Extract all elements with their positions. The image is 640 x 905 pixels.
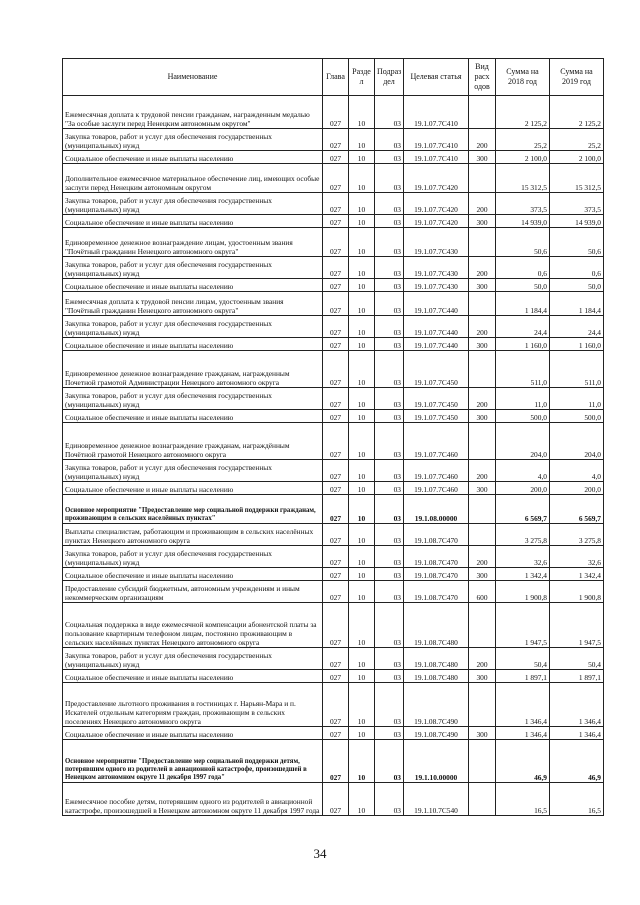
row-podrazdel-cell: 03 — [375, 96, 404, 129]
row-vid-cell: 200 — [469, 388, 496, 410]
row-name-cell: Социальное обеспечение и иные выплаты населению — [63, 410, 323, 423]
row-podrazdel-cell: 03 — [375, 338, 404, 351]
row-glava-cell: 027 — [323, 546, 349, 568]
table-row — [63, 279, 604, 292]
row-glava-cell: 027 — [323, 193, 349, 215]
row-name-cell: Единовременное денежное вознаграждение лицам, удостоенным звания "Почётный гражданин Ненецкого автономного округа" — [63, 228, 323, 257]
header-podrazdel: Подраз дел — [375, 59, 404, 96]
row-razdel-cell: 10 — [349, 524, 375, 546]
row-razdel-cell: 10 — [349, 423, 375, 460]
row-sum-2018-cell: 2 125,2 — [496, 96, 550, 129]
row-razdel-cell: 10 — [349, 228, 375, 257]
table-row — [63, 410, 604, 423]
row-name-cell: Закупка товаров, работ и услуг для обеспечения государственных (муниципальных) нужд — [63, 316, 323, 338]
row-article-cell: 19.1.08.7С470 — [404, 568, 469, 581]
row-name-cell: Социальное обеспечение и иные выплаты населению — [63, 279, 323, 292]
row-glava-cell: 027 — [323, 727, 349, 740]
row-glava-cell: 027 — [323, 215, 349, 228]
row-sum-2019-cell: 32,6 — [550, 546, 604, 568]
row-name-cell: Ежемесячная доплата к трудовой пенсии лицам, удостоенным звания "Почётный гражданин Ненецкого автономного округа" — [63, 292, 323, 316]
row-glava-cell: 027 — [323, 164, 349, 193]
row-vid-cell: 200 — [469, 546, 496, 568]
row-podrazdel-cell: 03 — [375, 783, 404, 816]
row-vid-cell: 300 — [469, 279, 496, 292]
row-vid-cell: 300 — [469, 727, 496, 740]
row-sum-2019-cell: 11,0 — [550, 388, 604, 410]
row-podrazdel-cell: 03 — [375, 351, 404, 388]
row-sum-2018-cell: 1 160,0 — [496, 338, 550, 351]
row-glava-cell: 027 — [323, 96, 349, 129]
row-razdel-cell: 10 — [349, 740, 375, 783]
row-podrazdel-cell: 03 — [375, 568, 404, 581]
row-glava-cell: 027 — [323, 279, 349, 292]
row-name-cell: Ежемесячное пособие детям, потерявшим одного из родителей в авиационной катастрофе, произошедшей в Ненецком автономном округе 11 декабря 1997 года — [63, 783, 323, 816]
row-glava-cell: 027 — [323, 129, 349, 151]
row-sum-2018-cell: 373,5 — [496, 193, 550, 215]
row-sum-2019-cell: 0,6 — [550, 257, 604, 279]
row-glava-cell: 027 — [323, 568, 349, 581]
row-sum-2019-cell: 1 184,4 — [550, 292, 604, 316]
row-sum-2019-cell: 1 897,1 — [550, 670, 604, 683]
row-sum-2018-cell: 50,0 — [496, 279, 550, 292]
header-row — [63, 59, 604, 96]
table-row — [63, 683, 604, 727]
row-article-cell: 19.1.08.7С480 — [404, 670, 469, 683]
row-article-cell: 19.1.08.7С480 — [404, 648, 469, 670]
row-sum-2018-cell: 1 897,1 — [496, 670, 550, 683]
row-sum-2018-cell: 1 346,4 — [496, 727, 550, 740]
row-podrazdel-cell: 03 — [375, 151, 404, 164]
row-razdel-cell: 10 — [349, 783, 375, 816]
table-row — [63, 129, 604, 151]
table-row — [63, 670, 604, 683]
row-sum-2019-cell: 2 100,0 — [550, 151, 604, 164]
row-podrazdel-cell: 03 — [375, 279, 404, 292]
row-vid-cell: 200 — [469, 316, 496, 338]
row-sum-2018-cell: 1 346,4 — [496, 683, 550, 727]
row-vid-cell — [469, 683, 496, 727]
row-glava-cell: 027 — [323, 740, 349, 783]
row-podrazdel-cell: 03 — [375, 670, 404, 683]
row-glava-cell: 027 — [323, 388, 349, 410]
row-article-cell: 19.1.08.7С470 — [404, 546, 469, 568]
row-podrazdel-cell: 03 — [375, 164, 404, 193]
row-vid-cell — [469, 96, 496, 129]
row-razdel-cell: 10 — [349, 388, 375, 410]
row-vid-cell: 300 — [469, 482, 496, 495]
row-sum-2019-cell: 14 939,0 — [550, 215, 604, 228]
row-glava-cell: 027 — [323, 292, 349, 316]
row-name-cell: Закупка товаров, работ и услуг для обеспечения государственных (муниципальных) нужд — [63, 257, 323, 279]
row-glava-cell: 027 — [323, 482, 349, 495]
row-glava-cell: 027 — [323, 783, 349, 816]
table-row — [63, 727, 604, 740]
table-row — [63, 482, 604, 495]
row-glava-cell: 027 — [323, 670, 349, 683]
row-article-cell: 19.1.08.7С480 — [404, 603, 469, 648]
row-podrazdel-cell: 03 — [375, 482, 404, 495]
row-vid-cell — [469, 228, 496, 257]
row-razdel-cell: 10 — [349, 96, 375, 129]
header-vid: Вид расх одов — [469, 59, 496, 96]
row-vid-cell — [469, 292, 496, 316]
row-podrazdel-cell: 03 — [375, 740, 404, 783]
row-podrazdel-cell: 03 — [375, 257, 404, 279]
row-razdel-cell: 10 — [349, 164, 375, 193]
table-row — [63, 215, 604, 228]
row-sum-2019-cell: 1 900,8 — [550, 581, 604, 603]
budget-table — [62, 58, 604, 816]
row-name-cell: Единовременное денежное вознаграждение гражданам, награждённым Почётной грамотой Ненецкого автономного округа — [63, 423, 323, 460]
row-razdel-cell: 10 — [349, 568, 375, 581]
row-vid-cell — [469, 164, 496, 193]
row-article-cell: 19.1.07.7С460 — [404, 423, 469, 460]
row-razdel-cell: 10 — [349, 257, 375, 279]
row-sum-2018-cell: 15 312,5 — [496, 164, 550, 193]
row-article-cell: 19.1.08.7С490 — [404, 683, 469, 727]
row-name-cell: Социальное обеспечение и иные выплаты населению — [63, 727, 323, 740]
row-name-cell: Социальное обеспечение и иные выплаты населению — [63, 670, 323, 683]
row-razdel-cell: 10 — [349, 603, 375, 648]
row-glava-cell: 027 — [323, 410, 349, 423]
row-name-cell: Социальное обеспечение и иные выплаты населению — [63, 215, 323, 228]
row-razdel-cell: 10 — [349, 151, 375, 164]
row-article-cell: 19.1.07.7С440 — [404, 292, 469, 316]
row-sum-2018-cell: 1 184,4 — [496, 292, 550, 316]
table-row — [63, 423, 604, 460]
row-vid-cell: 200 — [469, 257, 496, 279]
row-razdel-cell: 10 — [349, 727, 375, 740]
row-sum-2018-cell: 1 947,5 — [496, 603, 550, 648]
row-sum-2018-cell: 11,0 — [496, 388, 550, 410]
row-razdel-cell: 10 — [349, 495, 375, 524]
row-vid-cell: 600 — [469, 581, 496, 603]
table-body — [63, 96, 604, 816]
row-vid-cell: 300 — [469, 338, 496, 351]
row-sum-2018-cell: 14 939,0 — [496, 215, 550, 228]
row-sum-2019-cell: 50,4 — [550, 648, 604, 670]
row-podrazdel-cell: 03 — [375, 460, 404, 482]
row-sum-2019-cell: 16,5 — [550, 783, 604, 816]
row-sum-2019-cell: 1 346,4 — [550, 683, 604, 727]
row-sum-2019-cell: 1 947,5 — [550, 603, 604, 648]
row-vid-cell: 300 — [469, 410, 496, 423]
row-sum-2019-cell: 200,0 — [550, 482, 604, 495]
row-sum-2018-cell: 511,0 — [496, 351, 550, 388]
header-sum-2018: Сумма на 2018 год — [496, 59, 550, 96]
row-razdel-cell: 10 — [349, 460, 375, 482]
row-sum-2018-cell: 24,4 — [496, 316, 550, 338]
header-name: Наименование — [63, 59, 323, 96]
row-name-cell: Социальное обеспечение и иные выплаты населению — [63, 151, 323, 164]
row-podrazdel-cell: 03 — [375, 410, 404, 423]
row-article-cell: 19.1.08.7С470 — [404, 581, 469, 603]
row-sum-2019-cell: 500,0 — [550, 410, 604, 423]
row-podrazdel-cell: 03 — [375, 581, 404, 603]
table-row — [63, 96, 604, 129]
row-article-cell: 19.1.07.7С450 — [404, 410, 469, 423]
row-razdel-cell: 10 — [349, 670, 375, 683]
row-vid-cell — [469, 423, 496, 460]
table-row — [63, 316, 604, 338]
row-podrazdel-cell: 03 — [375, 524, 404, 546]
row-name-cell: Закупка товаров, работ и услуг для обеспечения государственных (муниципальных) нужд — [63, 129, 323, 151]
row-vid-cell: 300 — [469, 670, 496, 683]
table-row — [63, 648, 604, 670]
row-vid-cell: 300 — [469, 215, 496, 228]
row-sum-2018-cell: 25,2 — [496, 129, 550, 151]
row-glava-cell: 027 — [323, 683, 349, 727]
row-razdel-cell: 10 — [349, 410, 375, 423]
row-glava-cell: 027 — [323, 228, 349, 257]
table-row — [63, 581, 604, 603]
row-glava-cell: 027 — [323, 495, 349, 524]
row-sum-2019-cell: 3 275,8 — [550, 524, 604, 546]
row-podrazdel-cell: 03 — [375, 228, 404, 257]
table-row — [63, 740, 604, 783]
row-sum-2018-cell: 1 900,8 — [496, 581, 550, 603]
row-article-cell: 19.1.07.7С420 — [404, 164, 469, 193]
table-row — [63, 495, 604, 524]
table-row — [63, 193, 604, 215]
row-sum-2019-cell: 25,2 — [550, 129, 604, 151]
row-razdel-cell: 10 — [349, 338, 375, 351]
header-sum-2019: Сумма на 2019 год — [550, 59, 604, 96]
row-sum-2019-cell: 24,4 — [550, 316, 604, 338]
row-sum-2018-cell: 3 275,8 — [496, 524, 550, 546]
row-vid-cell: 200 — [469, 460, 496, 482]
row-name-cell: Закупка товаров, работ и услуг для обеспечения государственных (муниципальных) нужд — [63, 388, 323, 410]
table-row — [63, 228, 604, 257]
row-podrazdel-cell: 03 — [375, 292, 404, 316]
row-glava-cell: 027 — [323, 351, 349, 388]
row-article-cell: 19.1.07.7С430 — [404, 257, 469, 279]
row-sum-2019-cell: 204,0 — [550, 423, 604, 460]
row-sum-2018-cell: 200,0 — [496, 482, 550, 495]
table-row — [63, 351, 604, 388]
page-number: 34 — [313, 846, 327, 861]
row-podrazdel-cell: 03 — [375, 388, 404, 410]
row-podrazdel-cell: 03 — [375, 129, 404, 151]
table-row — [63, 292, 604, 316]
row-sum-2019-cell: 50,6 — [550, 228, 604, 257]
row-razdel-cell: 10 — [349, 351, 375, 388]
table-row — [63, 388, 604, 410]
row-razdel-cell: 10 — [349, 482, 375, 495]
row-sum-2018-cell: 32,6 — [496, 546, 550, 568]
row-name-cell: Закупка товаров, работ и услуг для обеспечения государственных (муниципальных) нужд — [63, 193, 323, 215]
row-razdel-cell: 10 — [349, 215, 375, 228]
row-sum-2019-cell: 511,0 — [550, 351, 604, 388]
row-razdel-cell: 10 — [349, 683, 375, 727]
row-article-cell: 19.1.07.7С420 — [404, 193, 469, 215]
table-row — [63, 546, 604, 568]
row-glava-cell: 027 — [323, 257, 349, 279]
row-vid-cell: 200 — [469, 193, 496, 215]
row-vid-cell — [469, 351, 496, 388]
row-article-cell: 19.1.07.7С410 — [404, 96, 469, 129]
row-article-cell: 19.1.07.7С440 — [404, 338, 469, 351]
row-article-cell: 19.1.08.7С490 — [404, 727, 469, 740]
row-vid-cell: 300 — [469, 568, 496, 581]
row-article-cell: 19.1.07.7С460 — [404, 460, 469, 482]
row-sum-2018-cell: 50,4 — [496, 648, 550, 670]
row-glava-cell: 027 — [323, 648, 349, 670]
row-podrazdel-cell: 03 — [375, 603, 404, 648]
row-article-cell: 19.1.07.7С420 — [404, 215, 469, 228]
table-row — [63, 164, 604, 193]
row-sum-2019-cell: 50,0 — [550, 279, 604, 292]
row-vid-cell: 300 — [469, 151, 496, 164]
row-podrazdel-cell: 03 — [375, 495, 404, 524]
row-vid-cell — [469, 603, 496, 648]
row-glava-cell: 027 — [323, 603, 349, 648]
row-razdel-cell: 10 — [349, 129, 375, 151]
row-article-cell: 19.1.07.7С450 — [404, 351, 469, 388]
row-razdel-cell: 10 — [349, 581, 375, 603]
row-razdel-cell: 10 — [349, 316, 375, 338]
row-sum-2018-cell: 50,6 — [496, 228, 550, 257]
row-sum-2019-cell: 46,9 — [550, 740, 604, 783]
row-podrazdel-cell: 03 — [375, 727, 404, 740]
row-name-cell: Предоставление субсидий бюджетным, автономным учреждениям и иным некоммерческим организациям — [63, 581, 323, 603]
row-name-cell: Ежемесячная доплата к трудовой пенсии гражданам, награжденным медалью "За особые заслуги перед Ненецким автономным округом" — [63, 96, 323, 129]
row-glava-cell: 027 — [323, 316, 349, 338]
header-glava: Глава — [323, 59, 349, 96]
row-name-cell: Социальное обеспечение и иные выплаты населению — [63, 338, 323, 351]
row-sum-2019-cell: 2 125,2 — [550, 96, 604, 129]
row-article-cell: 19.1.07.7С450 — [404, 388, 469, 410]
row-podrazdel-cell: 03 — [375, 193, 404, 215]
row-podrazdel-cell: 03 — [375, 423, 404, 460]
row-podrazdel-cell: 03 — [375, 648, 404, 670]
row-article-cell: 19.1.08.7С470 — [404, 524, 469, 546]
row-sum-2018-cell: 16,5 — [496, 783, 550, 816]
row-glava-cell: 027 — [323, 338, 349, 351]
row-glava-cell: 027 — [323, 524, 349, 546]
row-name-cell: Закупка товаров, работ и услуг для обеспечения государственных (муниципальных) нужд — [63, 460, 323, 482]
row-name-cell: Дополнительное ежемесячное материальное обеспечение лиц, имеющих особые заслуги перед Ненецким автономным округом — [63, 164, 323, 193]
row-sum-2018-cell: 4,0 — [496, 460, 550, 482]
row-name-cell: Социальное обеспечение и иные выплаты населению — [63, 482, 323, 495]
row-sum-2018-cell: 204,0 — [496, 423, 550, 460]
row-name-cell: Социальная поддержка в виде ежемесячной компенсации абонентской платы за пользование квартирным телефоном лицам, постоянно проживающим в сельских населённых пунктах Ненецкого автономного округа — [63, 603, 323, 648]
table-row — [63, 524, 604, 546]
row-razdel-cell: 10 — [349, 546, 375, 568]
table-row — [63, 783, 604, 816]
row-article-cell: 19.1.10.00000 — [404, 740, 469, 783]
row-article-cell: 19.1.07.7С410 — [404, 129, 469, 151]
row-name-cell: Предоставление льготного проживания в гостиницах г. Нарьян-Мара и п. Искателей отдельным категориям граждан, проживающим в сельских поселениях Ненецкого автономного округа — [63, 683, 323, 727]
row-sum-2019-cell: 1 160,0 — [550, 338, 604, 351]
row-razdel-cell: 10 — [349, 648, 375, 670]
row-sum-2018-cell: 6 569,7 — [496, 495, 550, 524]
row-vid-cell — [469, 783, 496, 816]
row-article-cell: 19.1.08.00000 — [404, 495, 469, 524]
table-row — [63, 603, 604, 648]
row-razdel-cell: 10 — [349, 279, 375, 292]
row-podrazdel-cell: 03 — [375, 316, 404, 338]
row-sum-2019-cell: 1 346,4 — [550, 727, 604, 740]
row-vid-cell: 200 — [469, 648, 496, 670]
row-vid-cell: 200 — [469, 129, 496, 151]
row-name-cell: Закупка товаров, работ и услуг для обеспечения государственных (муниципальных) нужд — [63, 546, 323, 568]
row-article-cell: 19.1.07.7С440 — [404, 316, 469, 338]
row-glava-cell: 027 — [323, 460, 349, 482]
row-podrazdel-cell: 03 — [375, 215, 404, 228]
row-glava-cell: 027 — [323, 581, 349, 603]
table-row — [63, 151, 604, 164]
row-sum-2018-cell: 500,0 — [496, 410, 550, 423]
row-podrazdel-cell: 03 — [375, 546, 404, 568]
row-sum-2019-cell: 15 312,5 — [550, 164, 604, 193]
header-article: Целевая статья — [404, 59, 469, 96]
row-glava-cell: 027 — [323, 423, 349, 460]
table-row — [63, 338, 604, 351]
row-sum-2019-cell: 6 569,7 — [550, 495, 604, 524]
row-sum-2018-cell: 1 342,4 — [496, 568, 550, 581]
row-article-cell: 19.1.07.7С430 — [404, 228, 469, 257]
row-razdel-cell: 10 — [349, 292, 375, 316]
row-sum-2019-cell: 4,0 — [550, 460, 604, 482]
row-sum-2018-cell: 46,9 — [496, 740, 550, 783]
row-article-cell: 19.1.10.7С540 — [404, 783, 469, 816]
row-name-cell: Основное мероприятие "Предоставление мер социальной поддержки гражданам, проживающим в сельских населённых пунктах" — [63, 495, 323, 524]
row-glava-cell: 027 — [323, 151, 349, 164]
table-row — [63, 257, 604, 279]
row-vid-cell — [469, 495, 496, 524]
row-article-cell: 19.1.07.7С460 — [404, 482, 469, 495]
table-row — [63, 568, 604, 581]
row-vid-cell — [469, 524, 496, 546]
row-vid-cell — [469, 740, 496, 783]
row-name-cell: Выплаты специалистам, работающим и проживающим в сельских населённых пунктах Ненецкого автономного округа — [63, 524, 323, 546]
row-razdel-cell: 10 — [349, 193, 375, 215]
header-razdel: Разде л — [349, 59, 375, 96]
row-sum-2019-cell: 1 342,4 — [550, 568, 604, 581]
row-name-cell: Закупка товаров, работ и услуг для обеспечения государственных (муниципальных) нужд — [63, 648, 323, 670]
row-sum-2018-cell: 2 100,0 — [496, 151, 550, 164]
row-sum-2019-cell: 373,5 — [550, 193, 604, 215]
row-name-cell: Единовременное денежное вознаграждение гражданам, награжденным Почетной грамотой Администрации Ненецкого автономного округа — [63, 351, 323, 388]
row-name-cell: Социальное обеспечение и иные выплаты населению — [63, 568, 323, 581]
row-article-cell: 19.1.07.7С430 — [404, 279, 469, 292]
row-podrazdel-cell: 03 — [375, 683, 404, 727]
table-row — [63, 460, 604, 482]
row-article-cell: 19.1.07.7С410 — [404, 151, 469, 164]
row-name-cell: Основное мероприятие "Предоставление мер социальной поддержки детям, потерявшим одного из родителей в авиационной катастрофе, произошедшей в Ненецком автономном округе 11 декабря 1997 года" — [63, 740, 323, 783]
row-sum-2018-cell: 0,6 — [496, 257, 550, 279]
